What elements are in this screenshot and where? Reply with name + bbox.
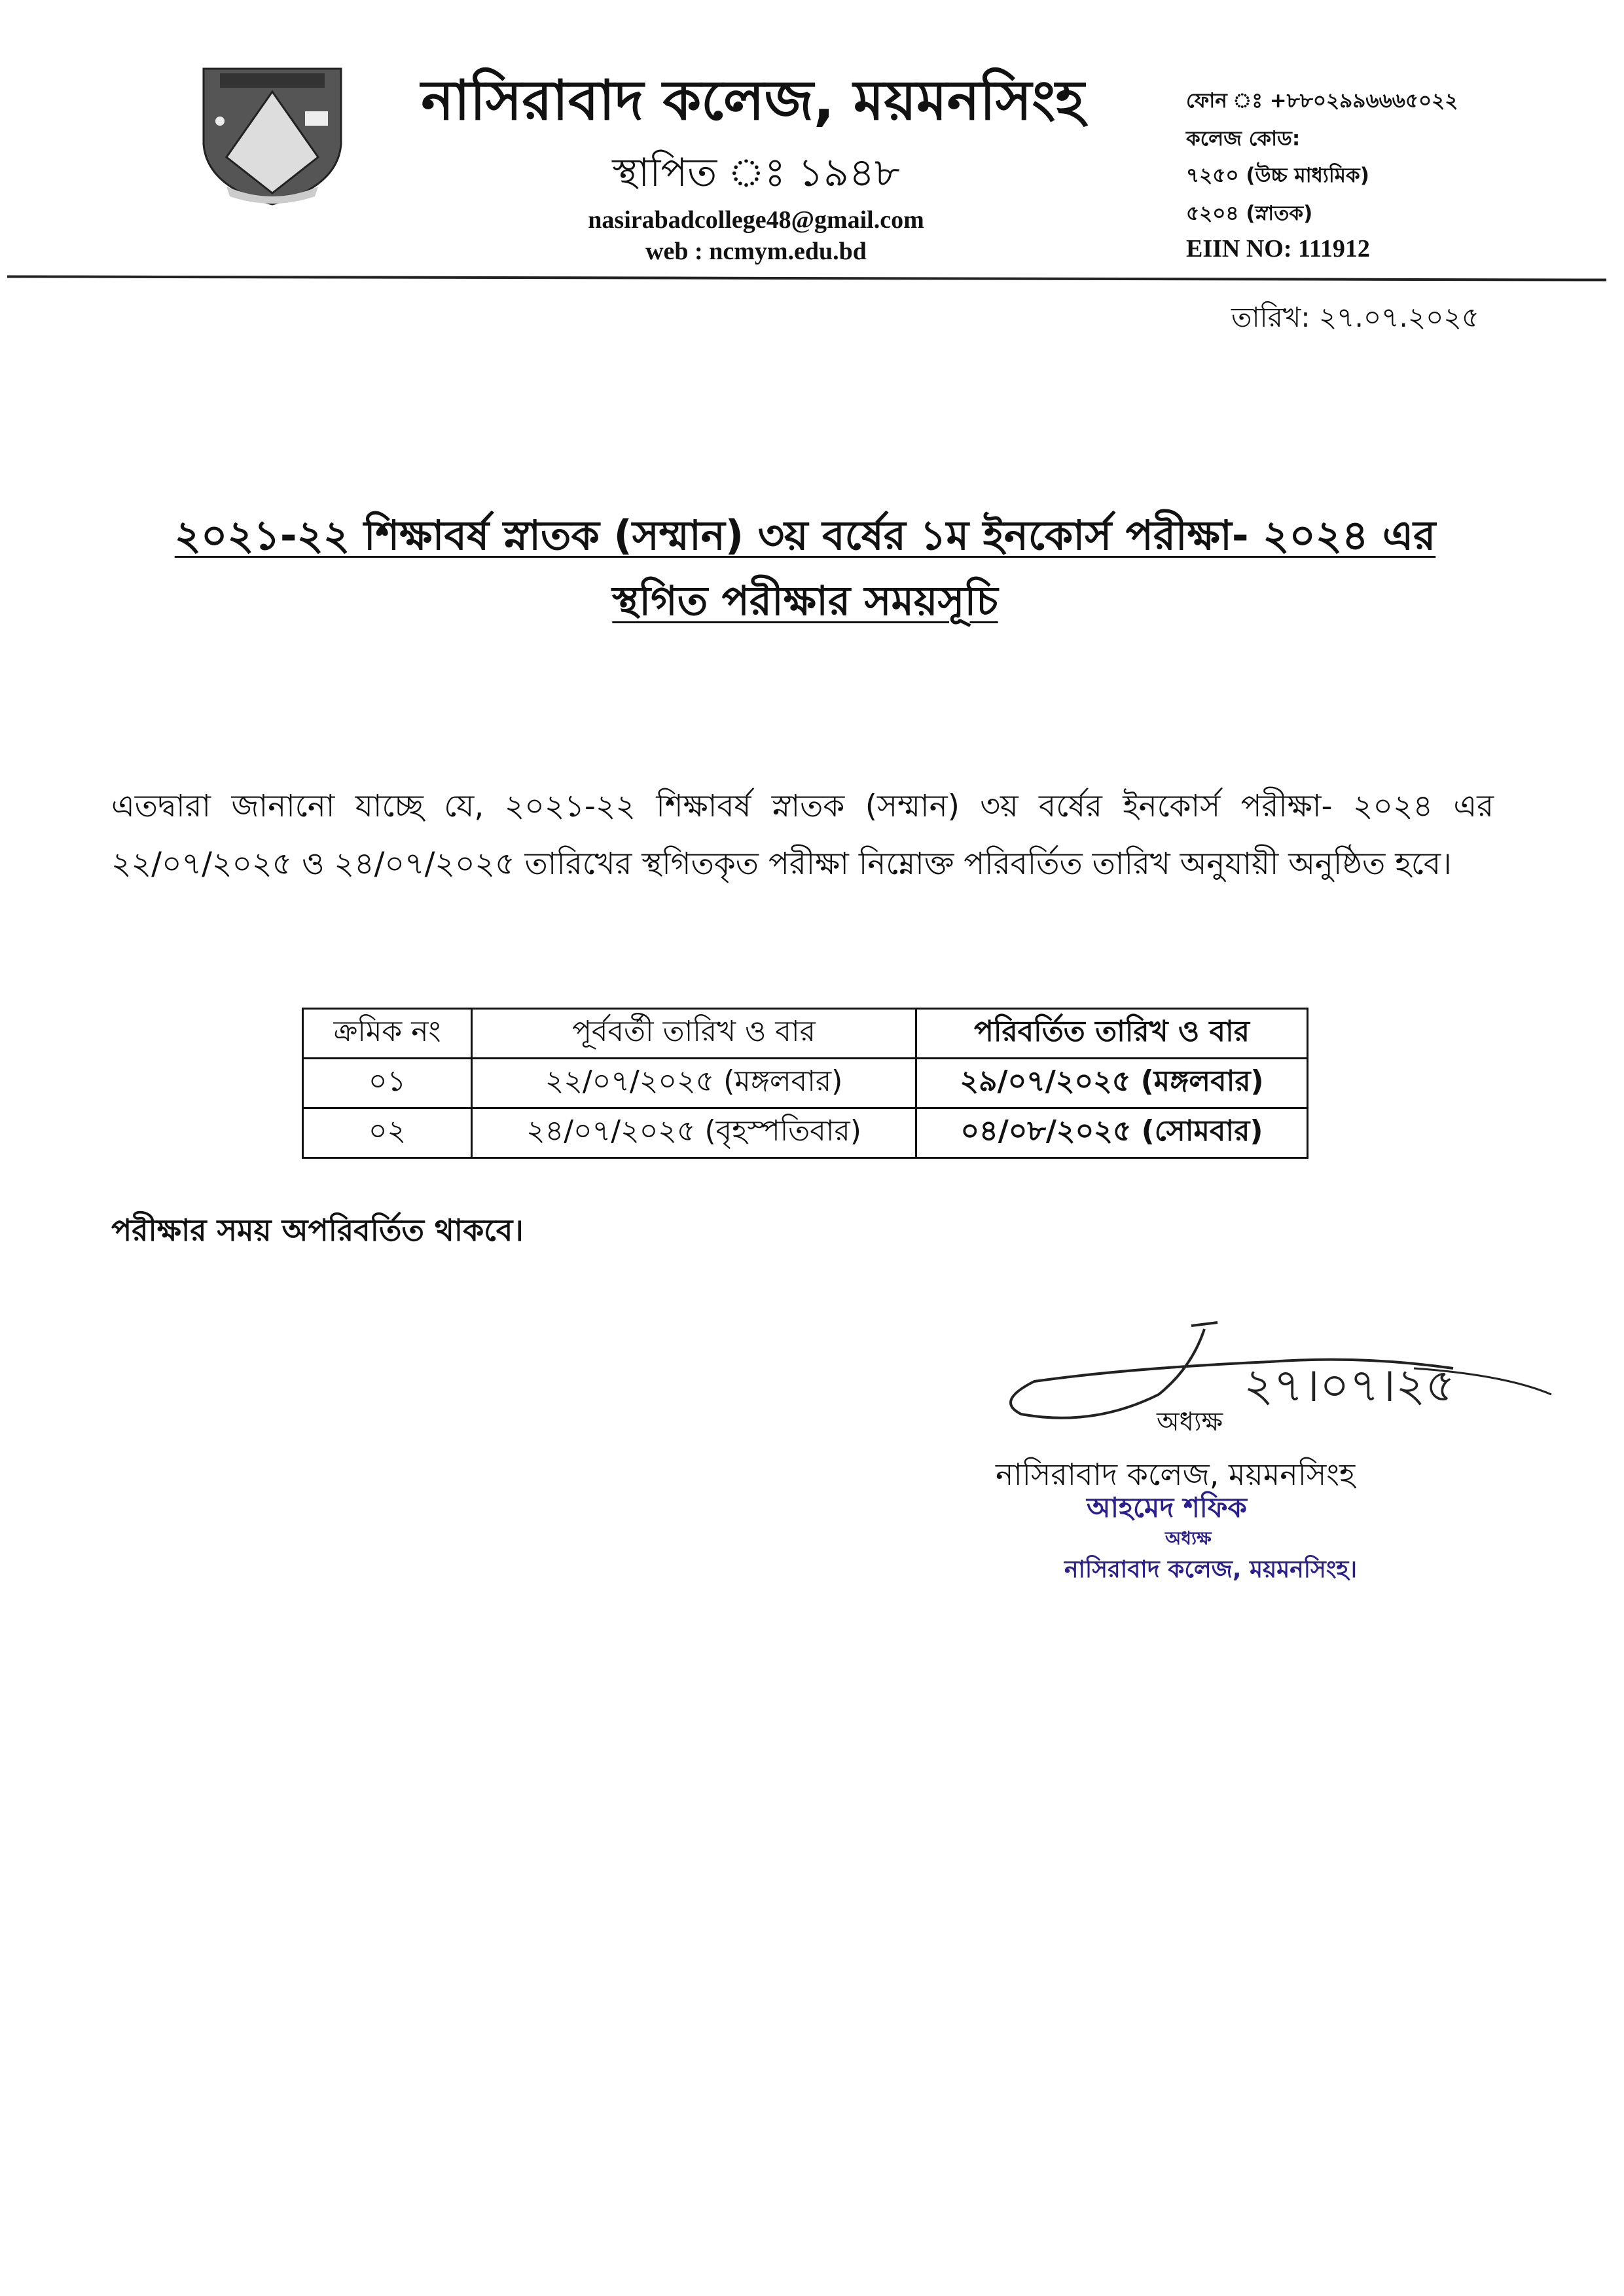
signatory-college: নাসিরাবাদ কলেজ, ময়মনসিংহ: [996, 1457, 1356, 1492]
college-name: নাসিরাবাদ কলেজ, ময়মনসিংহ: [421, 68, 1085, 132]
heading-line-1: ২০২১-২২ শিক্ষাবর্ষ স্নাতক (সম্মান) ৩য় বর্ষের ১ম ইনকোর্স পরীক্ষা- ২০২৪ এর: [174, 511, 1436, 559]
eiin: EIIN NO: 111912: [1186, 235, 1370, 263]
established-year: স্থাপিত ঃ ১৯৪৮: [612, 150, 900, 196]
college-logo: [200, 65, 344, 206]
header-previous-date: পূর্ববর্তী তারিখ ও বার: [472, 1009, 916, 1059]
notice-body: এতদ্বারা জানানো যাচ্ছে যে, ২০২১-২২ শিক্ষাবর্ষ স্নাতক (সম্মান) ৩য় বর্ষের ইনকোর্স পরীক্ষা- ২০২৪ এর ২২/০৭/২০২৫ ও ২৪/০৭/২০২৫ তারিখের স্থগিতকৃত পরীক্ষা নিম্নোক্ত পরিবর্তিত তারিখ অনুযায়ী অনুষ্ঠিত হবে।: [111, 788, 1494, 882]
stamp-title: অধ্যক্ষ: [1165, 1527, 1212, 1549]
exam-time-note: পরীক্ষার সময় অপরিবর্তিত থাকবে।: [111, 1212, 524, 1248]
stamp-name: আহমেদ শফিক: [1087, 1491, 1247, 1523]
website: web : ncmym.edu.bd: [645, 238, 867, 265]
college-code-label: কলেজ কোড:: [1186, 127, 1301, 151]
header-divider: [7, 275, 1606, 281]
header-changed-date: পরিবর্তিত তারিখ ও বার: [916, 1009, 1308, 1059]
table-row: [303, 1108, 1308, 1158]
schedule-table: [302, 1008, 1308, 1159]
stamp-college: নাসিরাবাদ কলেজ, ময়মনসিংহ।: [1064, 1556, 1358, 1583]
serial: ০২: [303, 1108, 472, 1158]
changed-date: ০৪/০৮/২০২৫ (সোমবার): [916, 1108, 1308, 1158]
email: nasirabadcollege48@gmail.com: [588, 206, 924, 234]
previous-date: ২৪/০৭/২০২৫ (বৃহস্পতিবার): [472, 1108, 916, 1158]
header-serial: ক্রমিক নং: [303, 1009, 472, 1059]
phone: ফোন ঃ +৮৮০২৯৯৬৬৬৫০২২: [1186, 89, 1458, 113]
signatory-title: অধ্যক্ষ: [1157, 1407, 1223, 1437]
issue-date: তারিখ: ২৭.০৭.২০২৫: [1231, 301, 1479, 333]
code-degree: ৫২০৪ (স্নাতক): [1186, 202, 1313, 225]
table-header-row: [303, 1009, 1308, 1059]
handwritten-signature: [995, 1316, 1558, 1447]
heading-line-2: স্থগিত পরীক্ষার সময়সূচি: [612, 577, 998, 625]
serial: ০১: [303, 1059, 472, 1108]
code-hsc: ৭২৫০ (উচ্চ মাধ্যমিক): [1186, 164, 1369, 187]
changed-date: ২৯/০৭/২০২৫ (মঙ্গলবার): [916, 1059, 1308, 1108]
table-row: [303, 1059, 1308, 1108]
notice-heading: [98, 503, 1512, 634]
svg-text:২৭।০৭।২৫: ২৭।০৭।২৫: [1244, 1358, 1456, 1412]
previous-date: ২২/০৭/২০২৫ (মঙ্গলবার): [472, 1059, 916, 1108]
